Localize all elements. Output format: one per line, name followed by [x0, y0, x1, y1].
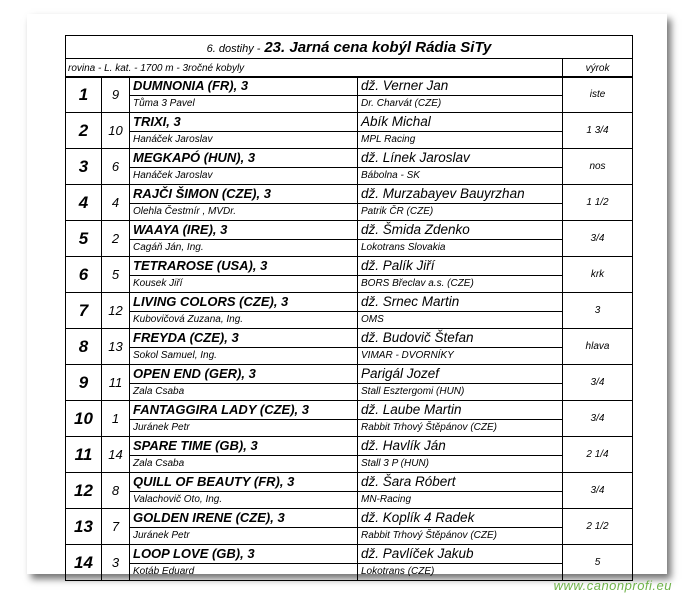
start-number: 8: [102, 473, 130, 509]
horse-name: QUILL OF BEAUTY (FR), 3: [130, 473, 357, 492]
start-number: 9: [102, 77, 130, 113]
verdict: 3/4: [563, 365, 633, 401]
trainer-name: Kubovičová Zuzana, Ing.: [133, 314, 244, 325]
jockey-cell: [358, 329, 563, 365]
watermark: www.canonprofi.eu: [553, 578, 672, 593]
jockey-name: dž. Havlík Ján: [358, 437, 562, 456]
jockey-cell: [358, 545, 563, 581]
race-title: [66, 36, 633, 59]
horse-cell: [130, 329, 358, 365]
jockey-cell: [358, 509, 563, 545]
trainer-name: Kotáb Eduard: [133, 566, 195, 577]
jockey-name: Parigál Jozef: [358, 365, 562, 384]
finish-position: 8: [66, 329, 102, 365]
race-title-row: [66, 36, 633, 59]
owner-name: Lokotrans (CZE): [361, 566, 435, 577]
verdict: 3/4: [563, 221, 633, 257]
horse-name: MEGKAPÓ (HUN), 3: [130, 149, 357, 168]
jockey-cell: [358, 365, 563, 401]
jockey-cell: [358, 293, 563, 329]
start-number: 10: [102, 113, 130, 149]
result-row: [66, 149, 633, 185]
finish-position: 9: [66, 365, 102, 401]
jockey-cell: [358, 437, 563, 473]
horse-cell: [130, 545, 358, 581]
result-row: [66, 473, 633, 509]
trainer-name: Zala Csaba: [133, 386, 185, 397]
jockey-cell: [358, 221, 563, 257]
horse-name: RAJČI ŠIMON (CZE), 3: [130, 185, 357, 204]
finish-position: 2: [66, 113, 102, 149]
result-row: [66, 329, 633, 365]
horse-name: WAAYA (IRE), 3: [130, 221, 357, 240]
jockey-cell: [358, 401, 563, 437]
owner-name: MPL Racing: [361, 134, 416, 145]
verdict: krk: [563, 257, 633, 293]
finish-position: 12: [66, 473, 102, 509]
jockey-cell: [358, 257, 563, 293]
verdict: hlava: [563, 329, 633, 365]
trainer-name: Cagáň Ján, Ing.: [133, 242, 204, 253]
start-number: 11: [102, 365, 130, 401]
horse-cell: [130, 293, 358, 329]
finish-position: 10: [66, 401, 102, 437]
result-row: [66, 401, 633, 437]
finish-position: 4: [66, 185, 102, 221]
jockey-name: dž. Línek Jaroslav: [358, 149, 562, 168]
jockey-name: dž. Koplík 4 Radek: [358, 509, 562, 528]
verdict: 2 1/4: [563, 437, 633, 473]
result-row: [66, 437, 633, 473]
verdict: 5: [563, 545, 633, 581]
finish-position: 5: [66, 221, 102, 257]
race-header-table: [65, 35, 633, 78]
owner-name: Patrik ČR (CZE): [361, 206, 434, 217]
trainer-name: Kousek Jiří: [133, 278, 183, 289]
start-number: 14: [102, 437, 130, 473]
finish-position: 11: [66, 437, 102, 473]
result-row: [66, 545, 633, 581]
jockey-name: dž. Šara Róbert: [358, 473, 562, 492]
horse-cell: [130, 113, 358, 149]
verdict: 3: [563, 293, 633, 329]
jockey-name: Abík Michal: [358, 113, 562, 132]
start-number: 7: [102, 509, 130, 545]
horse-name: OPEN END (GER), 3: [130, 365, 357, 384]
verdict: nos: [563, 149, 633, 185]
start-number: 2: [102, 221, 130, 257]
start-number: 4: [102, 185, 130, 221]
horse-cell: [130, 437, 358, 473]
race-conditions: rovina - L. kat. - 1700 m - 3ročné kobyly: [66, 59, 563, 78]
result-row: [66, 185, 633, 221]
race-name: 23. Jarná cena kobýl Rádia SiTy: [264, 38, 492, 56]
owner-name: Stall Esztergomi (HUN): [361, 386, 465, 397]
jockey-cell: [358, 77, 563, 113]
jockey-name: dž. Palík Jiří: [358, 257, 562, 276]
horse-cell: [130, 149, 358, 185]
race-conditions-row: [66, 59, 633, 78]
start-number: 1: [102, 401, 130, 437]
jockey-cell: [358, 113, 563, 149]
verdict: 1 1/2: [563, 185, 633, 221]
result-row: [66, 365, 633, 401]
horse-name: LIVING COLORS (CZE), 3: [130, 293, 357, 312]
jockey-name: dž. Pavlíček Jakub: [358, 545, 562, 564]
horse-cell: [130, 509, 358, 545]
jockey-cell: [358, 185, 563, 221]
verdict: 1 3/4: [563, 113, 633, 149]
finish-position: 14: [66, 545, 102, 581]
horse-name: FREYDA (CZE), 3: [130, 329, 357, 348]
trainer-name: Hanáček Jaroslav: [133, 134, 213, 145]
verdict: 3/4: [563, 473, 633, 509]
jockey-cell: [358, 473, 563, 509]
result-row: [66, 113, 633, 149]
horse-name: TETRAROSE (USA), 3: [130, 257, 357, 276]
owner-name: VIMAR - DVORNÍKY: [361, 350, 454, 361]
verdict: iste: [563, 77, 633, 113]
jockey-name: dž. Laube Martin: [358, 401, 562, 420]
trainer-name: Juránek Petr: [133, 530, 190, 541]
result-row: [66, 509, 633, 545]
jockey-name: dž. Šmida Zdenko: [358, 221, 562, 240]
verdict-column-header: výrok: [563, 59, 633, 78]
horse-cell: [130, 257, 358, 293]
owner-name: Lokotrans Slovakia: [361, 242, 446, 253]
finish-position: 3: [66, 149, 102, 185]
jockey-name: dž. Budovič Štefan: [358, 329, 562, 348]
verdict: 2 1/2: [563, 509, 633, 545]
horse-cell: [130, 473, 358, 509]
finish-position: 13: [66, 509, 102, 545]
result-row: [66, 257, 633, 293]
horse-name: SPARE TIME (GB), 3: [130, 437, 357, 456]
horse-name: GOLDEN IRENE (CZE), 3: [130, 509, 357, 528]
start-number: 3: [102, 545, 130, 581]
horse-cell: [130, 221, 358, 257]
finish-position: 7: [66, 293, 102, 329]
horse-name: TRIXI, 3: [130, 113, 357, 132]
race-number: 6. dostihy -: [206, 42, 261, 55]
verdict: 3/4: [563, 401, 633, 437]
trainer-name: Hanáček Jaroslav: [133, 170, 213, 181]
horse-cell: [130, 401, 358, 437]
owner-name: MN-Racing: [361, 494, 412, 505]
jockey-cell: [358, 149, 563, 185]
start-number: 12: [102, 293, 130, 329]
horse-cell: [130, 185, 358, 221]
start-number: 5: [102, 257, 130, 293]
owner-name: Bábolna - SK: [361, 170, 420, 181]
jockey-name: dž. Verner Jan: [358, 77, 562, 96]
start-number: 13: [102, 329, 130, 365]
trainer-name: Sokol Samuel, Ing.: [133, 350, 217, 361]
finish-position: 1: [66, 77, 102, 113]
horse-name: FANTAGGIRA LADY (CZE), 3: [130, 401, 357, 420]
owner-name: OMS: [361, 314, 384, 325]
trainer-name: Olehla Čestmír , MVDr.: [133, 206, 236, 217]
jockey-name: dž. Srnec Martin: [358, 293, 562, 312]
trainer-name: Juránek Petr: [133, 422, 190, 433]
document-page: [27, 14, 667, 577]
horse-name: DUMNONIA (FR), 3: [130, 77, 357, 96]
results-table: [65, 76, 633, 581]
owner-name: BORS Břeclav a.s. (CZE): [361, 278, 474, 289]
trainer-name: Zala Csaba: [133, 458, 185, 469]
owner-name: Rabbit Trhový Štěpánov (CZE): [361, 530, 497, 541]
start-number: 6: [102, 149, 130, 185]
results-rows: [66, 77, 633, 581]
result-row: [66, 293, 633, 329]
owner-name: Rabbit Trhový Štěpánov (CZE): [361, 422, 497, 433]
owner-name: Stall 3 P (HUN): [361, 458, 429, 469]
trainer-name: Tůma 3 Pavel: [133, 98, 195, 109]
horse-cell: [130, 365, 358, 401]
horse-name: LOOP LOVE (GB), 3: [130, 545, 357, 564]
finish-position: 6: [66, 257, 102, 293]
result-row: [66, 77, 633, 113]
result-row: [66, 221, 633, 257]
owner-name: Dr. Charvát (CZE): [361, 98, 442, 109]
horse-cell: [130, 77, 358, 113]
jockey-name: dž. Murzabayev Bauyrzhan: [358, 185, 562, 204]
trainer-name: Valachovič Oto, Ing.: [133, 494, 223, 505]
